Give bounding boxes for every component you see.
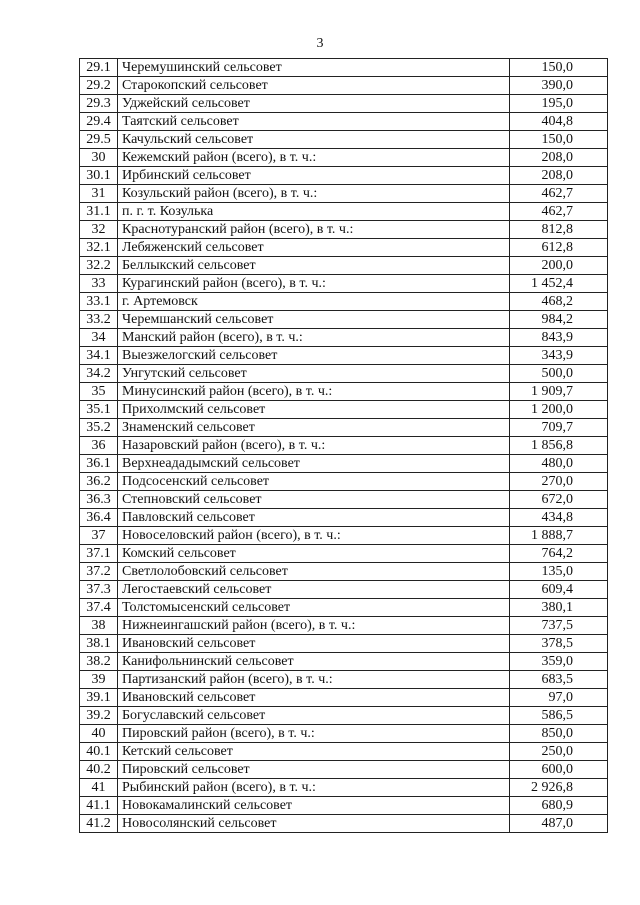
row-value-cell: 764,2 <box>510 545 608 563</box>
table-row <box>80 257 608 275</box>
row-number-cell: 31.1 <box>80 203 118 221</box>
table-row <box>80 725 608 743</box>
row-value-cell: 208,0 <box>510 167 608 185</box>
row-value-cell: 378,5 <box>510 635 608 653</box>
row-value-cell: 709,7 <box>510 419 608 437</box>
row-number-cell: 33.2 <box>80 311 118 329</box>
table-row <box>80 527 608 545</box>
row-name-cell: Канифольнинский сельсовет <box>118 653 510 671</box>
row-name-cell: Подсосенский сельсовет <box>118 473 510 491</box>
row-number-cell: 30.1 <box>80 167 118 185</box>
row-number-cell: 29.4 <box>80 113 118 131</box>
row-number-cell: 34.1 <box>80 347 118 365</box>
row-value-cell: 150,0 <box>510 131 608 149</box>
table-row <box>80 779 608 797</box>
row-name-cell: Козульский район (всего), в т. ч.: <box>118 185 510 203</box>
table-row <box>80 707 608 725</box>
table-row <box>80 761 608 779</box>
row-name-cell: Уджейский сельсовет <box>118 95 510 113</box>
table-row <box>80 455 608 473</box>
row-value-cell: 200,0 <box>510 257 608 275</box>
row-value-cell: 270,0 <box>510 473 608 491</box>
row-value-cell: 404,8 <box>510 113 608 131</box>
row-value-cell: 462,7 <box>510 203 608 221</box>
row-number-cell: 29.5 <box>80 131 118 149</box>
row-value-cell: 468,2 <box>510 293 608 311</box>
row-number-cell: 32.2 <box>80 257 118 275</box>
table-row <box>80 185 608 203</box>
row-number-cell: 31 <box>80 185 118 203</box>
row-number-cell: 32 <box>80 221 118 239</box>
row-number-cell: 37.4 <box>80 599 118 617</box>
row-number-cell: 32.1 <box>80 239 118 257</box>
table-row <box>80 203 608 221</box>
row-value-cell: 500,0 <box>510 365 608 383</box>
table-row <box>80 491 608 509</box>
row-value-cell: 843,9 <box>510 329 608 347</box>
row-name-cell: Черемшанский сельсовет <box>118 311 510 329</box>
row-number-cell: 35.2 <box>80 419 118 437</box>
row-value-cell: 1 856,8 <box>510 437 608 455</box>
row-value-cell: 195,0 <box>510 95 608 113</box>
row-name-cell: Богуславский сельсовет <box>118 707 510 725</box>
row-name-cell: Партизанский район (всего), в т. ч.: <box>118 671 510 689</box>
table-body <box>80 59 608 833</box>
row-name-cell: Новоселовский район (всего), в т. ч.: <box>118 527 510 545</box>
table-row <box>80 239 608 257</box>
row-name-cell: Легостаевский сельсовет <box>118 581 510 599</box>
row-name-cell: Черемушинский сельсовет <box>118 59 510 77</box>
row-number-cell: 41.2 <box>80 815 118 833</box>
row-name-cell: Толстомысенский сельсовет <box>118 599 510 617</box>
row-value-cell: 480,0 <box>510 455 608 473</box>
row-number-cell: 38.1 <box>80 635 118 653</box>
row-number-cell: 30 <box>80 149 118 167</box>
table-row <box>80 563 608 581</box>
row-name-cell: п. г. т. Козулька <box>118 203 510 221</box>
row-value-cell: 250,0 <box>510 743 608 761</box>
row-name-cell: г. Артемовск <box>118 293 510 311</box>
row-number-cell: 36.4 <box>80 509 118 527</box>
row-name-cell: Назаровский район (всего), в т. ч.: <box>118 437 510 455</box>
table-row <box>80 131 608 149</box>
row-name-cell: Новокамалинский сельсовет <box>118 797 510 815</box>
row-value-cell: 434,8 <box>510 509 608 527</box>
row-name-cell: Комский сельсовет <box>118 545 510 563</box>
row-number-cell: 34 <box>80 329 118 347</box>
row-number-cell: 34.2 <box>80 365 118 383</box>
row-number-cell: 37.3 <box>80 581 118 599</box>
row-name-cell: Старокопский сельсовет <box>118 77 510 95</box>
row-value-cell: 2 926,8 <box>510 779 608 797</box>
row-value-cell: 586,5 <box>510 707 608 725</box>
table-row <box>80 653 608 671</box>
row-number-cell: 33 <box>80 275 118 293</box>
table-row <box>80 95 608 113</box>
row-number-cell: 29.1 <box>80 59 118 77</box>
row-value-cell: 984,2 <box>510 311 608 329</box>
row-number-cell: 40.2 <box>80 761 118 779</box>
row-name-cell: Степновский сельсовет <box>118 491 510 509</box>
table-row <box>80 401 608 419</box>
row-value-cell: 97,0 <box>510 689 608 707</box>
row-number-cell: 41 <box>80 779 118 797</box>
row-value-cell: 135,0 <box>510 563 608 581</box>
row-name-cell: Пировский сельсовет <box>118 761 510 779</box>
row-name-cell: Унгутский сельсовет <box>118 365 510 383</box>
row-name-cell: Качульский сельсовет <box>118 131 510 149</box>
table-row <box>80 59 608 77</box>
table-row <box>80 743 608 761</box>
row-number-cell: 37 <box>80 527 118 545</box>
table-row <box>80 77 608 95</box>
row-value-cell: 359,0 <box>510 653 608 671</box>
row-name-cell: Кежемский район (всего), в т. ч.: <box>118 149 510 167</box>
row-value-cell: 150,0 <box>510 59 608 77</box>
table-row <box>80 365 608 383</box>
row-name-cell: Ивановский сельсовет <box>118 635 510 653</box>
row-value-cell: 380,1 <box>510 599 608 617</box>
table-row <box>80 167 608 185</box>
row-number-cell: 37.2 <box>80 563 118 581</box>
row-number-cell: 40 <box>80 725 118 743</box>
table-row <box>80 509 608 527</box>
table-row <box>80 347 608 365</box>
row-name-cell: Новосолянский сельсовет <box>118 815 510 833</box>
row-name-cell: Беллыкский сельсовет <box>118 257 510 275</box>
row-value-cell: 1 200,0 <box>510 401 608 419</box>
row-number-cell: 29.3 <box>80 95 118 113</box>
row-name-cell: Пировский район (всего), в т. ч.: <box>118 725 510 743</box>
table-row <box>80 473 608 491</box>
row-value-cell: 850,0 <box>510 725 608 743</box>
row-name-cell: Верхнеададымский сельсовет <box>118 455 510 473</box>
row-name-cell: Знаменский сельсовет <box>118 419 510 437</box>
table-row <box>80 797 608 815</box>
row-number-cell: 40.1 <box>80 743 118 761</box>
row-name-cell: Выезжелогский сельсовет <box>118 347 510 365</box>
table-row <box>80 635 608 653</box>
row-value-cell: 487,0 <box>510 815 608 833</box>
row-name-cell: Таятский сельсовет <box>118 113 510 131</box>
row-name-cell: Минусинский район (всего), в т. ч.: <box>118 383 510 401</box>
row-value-cell: 737,5 <box>510 617 608 635</box>
row-value-cell: 680,9 <box>510 797 608 815</box>
table-row <box>80 329 608 347</box>
table-row <box>80 671 608 689</box>
row-value-cell: 609,4 <box>510 581 608 599</box>
row-name-cell: Светлолобовский сельсовет <box>118 563 510 581</box>
row-value-cell: 462,7 <box>510 185 608 203</box>
table-row <box>80 419 608 437</box>
allocation-table <box>79 58 608 833</box>
row-number-cell: 36 <box>80 437 118 455</box>
row-name-cell: Ирбинский сельсовет <box>118 167 510 185</box>
table-row <box>80 437 608 455</box>
row-name-cell: Кетский сельсовет <box>118 743 510 761</box>
row-name-cell: Прихолмский сельсовет <box>118 401 510 419</box>
row-number-cell: 36.2 <box>80 473 118 491</box>
row-name-cell: Лебяженский сельсовет <box>118 239 510 257</box>
row-value-cell: 1 888,7 <box>510 527 608 545</box>
row-value-cell: 672,0 <box>510 491 608 509</box>
table-row <box>80 149 608 167</box>
table-row <box>80 599 608 617</box>
row-value-cell: 1 452,4 <box>510 275 608 293</box>
table-row <box>80 275 608 293</box>
table-row <box>80 221 608 239</box>
row-number-cell: 29.2 <box>80 77 118 95</box>
row-number-cell: 41.1 <box>80 797 118 815</box>
row-value-cell: 812,8 <box>510 221 608 239</box>
row-number-cell: 39.2 <box>80 707 118 725</box>
table-row <box>80 815 608 833</box>
row-number-cell: 36.3 <box>80 491 118 509</box>
table-row <box>80 113 608 131</box>
row-number-cell: 35 <box>80 383 118 401</box>
row-name-cell: Павловский сельсовет <box>118 509 510 527</box>
row-value-cell: 390,0 <box>510 77 608 95</box>
row-name-cell: Краснотуранский район (всего), в т. ч.: <box>118 221 510 239</box>
table-row <box>80 311 608 329</box>
row-value-cell: 343,9 <box>510 347 608 365</box>
row-value-cell: 1 909,7 <box>510 383 608 401</box>
row-value-cell: 683,5 <box>510 671 608 689</box>
row-number-cell: 38.2 <box>80 653 118 671</box>
row-value-cell: 612,8 <box>510 239 608 257</box>
row-number-cell: 38 <box>80 617 118 635</box>
row-name-cell: Нижнеингашский район (всего), в т. ч.: <box>118 617 510 635</box>
table-row <box>80 617 608 635</box>
table-row <box>80 293 608 311</box>
row-name-cell: Курагинский район (всего), в т. ч.: <box>118 275 510 293</box>
row-number-cell: 39 <box>80 671 118 689</box>
row-number-cell: 35.1 <box>80 401 118 419</box>
table-row <box>80 689 608 707</box>
row-number-cell: 39.1 <box>80 689 118 707</box>
table-row <box>80 545 608 563</box>
row-number-cell: 36.1 <box>80 455 118 473</box>
table-row <box>80 383 608 401</box>
row-number-cell: 33.1 <box>80 293 118 311</box>
row-name-cell: Рыбинский район (всего), в т. ч.: <box>118 779 510 797</box>
row-name-cell: Ивановский сельсовет <box>118 689 510 707</box>
row-name-cell: Манский район (всего), в т. ч.: <box>118 329 510 347</box>
page-number: 3 <box>316 36 324 51</box>
row-number-cell: 37.1 <box>80 545 118 563</box>
row-value-cell: 600,0 <box>510 761 608 779</box>
table-row <box>80 581 608 599</box>
row-value-cell: 208,0 <box>510 149 608 167</box>
